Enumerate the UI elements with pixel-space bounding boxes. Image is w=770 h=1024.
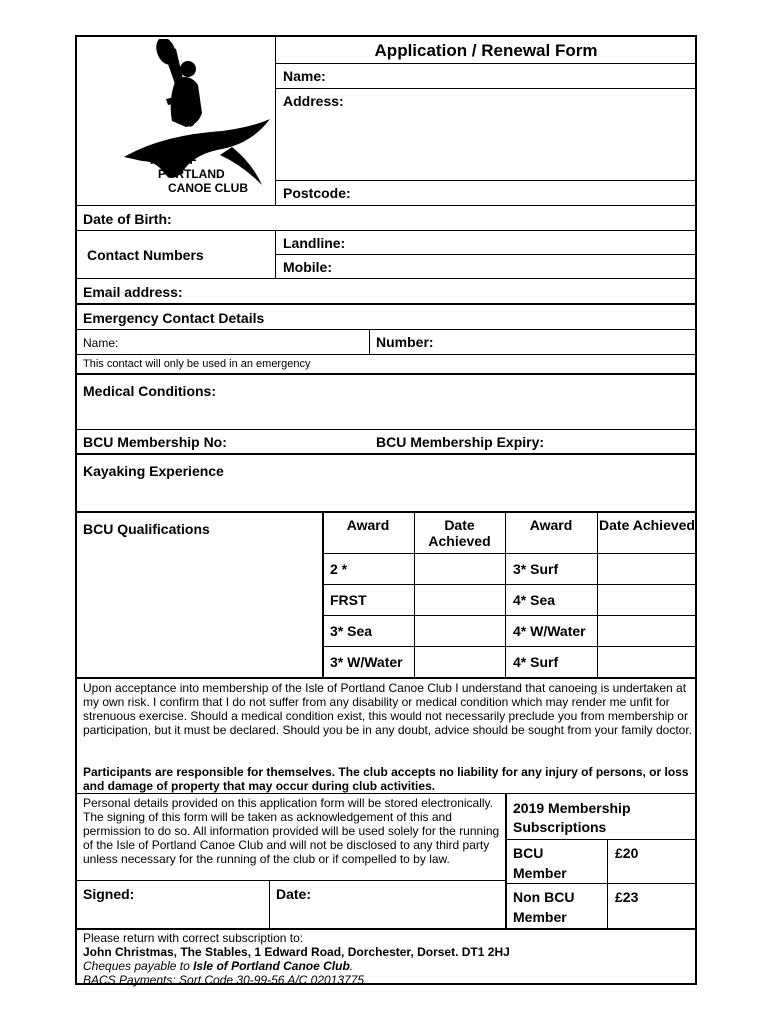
qual-row-3-award-1: 3* Sea: [330, 623, 373, 639]
qual-row-1-award-1: 2 *: [330, 561, 348, 577]
date-label: Date:: [276, 886, 312, 902]
footer-line-4: BACS Payments: Sort Code 30-99-56 A/C 02013775: [83, 973, 365, 987]
cheques-suffix: .: [349, 959, 354, 973]
subscription-nonbcu-type: Non BCU Member: [513, 889, 575, 925]
qual-header-award-2: Award: [529, 517, 573, 533]
landline-label: Landline:: [283, 235, 346, 251]
footer-line-2: John Christmas, The Stables, 1 Edward Road, Dorchester, Dorset. DT1 2HJ: [83, 945, 510, 959]
cheques-payee: Isle of Portland Canoe Club: [193, 959, 350, 973]
mobile-label: Mobile:: [283, 259, 332, 275]
medical-label: Medical Conditions:: [83, 383, 216, 399]
qual-row-1-award-2: 3* Surf: [513, 561, 559, 577]
emergency-name-label: Name:: [83, 336, 119, 350]
footer-line-3: [83, 959, 353, 973]
declaration-bold-text: Participants are responsible for themselves. The club accepts no liability for any injury of persons, or loss and damage of property that may occur during club activities.: [83, 765, 689, 793]
declaration-text: Upon acceptance into membership of the Isle of Portland Canoe Club I understand that canoeing is undertaken at my own risk. I confirm that I do not suffer from any disability or medical condition which may render me unfit for strenuous exercise. Should a medical condition exist, this would not necessarily preclude you from membership or participation, but it must be declared. Should you be in any doubt, advice should be sought from your family doctor.: [83, 681, 693, 737]
bcu-qualifications-label: BCU Qualifications: [83, 521, 210, 537]
email-label: Email address:: [83, 284, 183, 300]
qual-row-3-award-2: 4* W/Water: [513, 623, 586, 639]
club-logo: [102, 39, 272, 205]
kayaking-experience-label: Kayaking Experience: [83, 463, 224, 479]
dob-label: Date of Birth:: [83, 211, 172, 227]
footer-line-1: Please return with correct subscription to:: [83, 931, 304, 945]
subscription-bcu-type: BCU Member: [513, 845, 567, 881]
postcode-label: Postcode:: [283, 185, 351, 201]
name-label: Name:: [283, 68, 326, 84]
qual-header-date-2: Date Achieved: [599, 517, 695, 533]
form-title: Application / Renewal Form: [374, 41, 598, 60]
qual-row-4-award-2: 4* Surf: [513, 654, 559, 670]
logo-line-2: PORTLAND: [158, 167, 225, 181]
qual-row-4-award-1: 3* W/Water: [330, 654, 403, 670]
signed-label: Signed:: [83, 886, 135, 902]
qual-header-date-1: Date Achieved: [428, 517, 491, 549]
logo-line-1: ISLE OF: [150, 153, 197, 167]
subscriptions-heading: 2019 Membership Subscriptions: [513, 800, 631, 835]
cheques-prefix: Cheques payable to: [83, 959, 194, 973]
address-label: Address:: [283, 93, 344, 109]
emergency-heading: Emergency Contact Details: [83, 310, 265, 326]
subscription-bcu-price: £20: [615, 845, 639, 861]
emergency-number-label: Number:: [376, 334, 434, 350]
logo-line-3: CANOE CLUB: [168, 181, 248, 195]
subscription-nonbcu-price: £23: [615, 889, 639, 905]
contact-numbers-label: Contact Numbers: [87, 247, 204, 263]
application-form: [75, 35, 697, 985]
qual-row-2-award-2: 4* Sea: [513, 592, 556, 608]
privacy-text: Personal details provided on this application form will be stored electronically. The signing of this form will be taken as acknowledgement of this and permission to do so. All information provided will be used solely for the running of the Isle of Portland Canoe Club and will not be disclosed to any third party unless necessary for the running of the club or if compelled to by law.: [83, 796, 500, 866]
emergency-note: This contact will only be used in an emergency: [83, 358, 311, 370]
bcu-membership-no-label: BCU Membership No:: [83, 434, 227, 450]
qual-row-2-award-1: FRST: [330, 592, 367, 608]
qual-header-award-1: Award: [346, 517, 390, 533]
bcu-membership-expiry-label: BCU Membership Expiry:: [376, 434, 545, 450]
